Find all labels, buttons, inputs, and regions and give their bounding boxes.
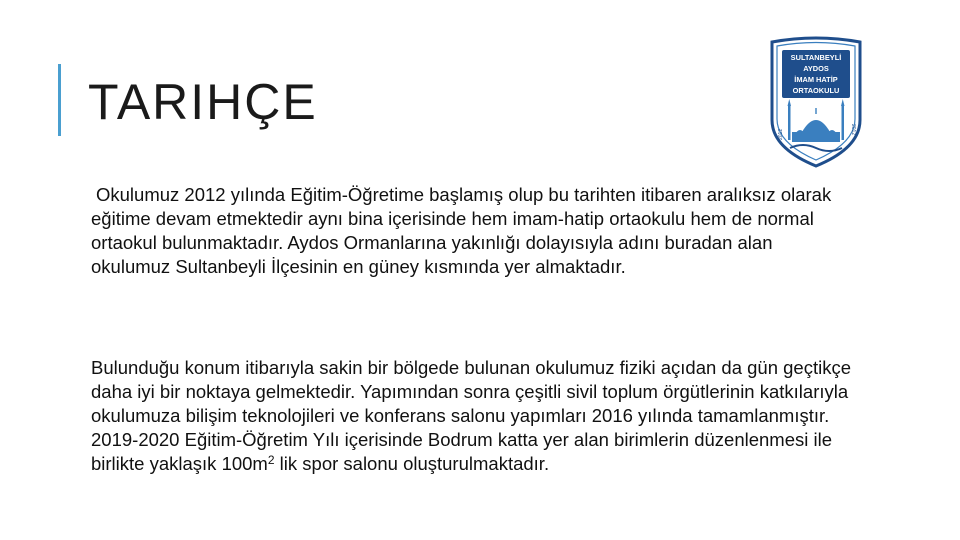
paragraph-1-text: Okulumuz 2012 yılında Eğitim-Öğretime başlamış olup bu tarihten itibaren aralıksız olarak eğitime devam etmektedir aynı bina içerisinde hem imam-hatip ortaokulu hem de normal ortaokul bulunmaktadır. Aydos Ormanlarına yakınlığı dolayısıyla adını buradan alan okulumuz Sultanbeyli İlçesinin en güney kısmında yer almaktadır. <box>91 184 832 277</box>
paragraph-2-lead: Bulunduğu konum itibarıyla sakin bir bölgede bulunan okulumuz fiziki açıdan da gün geçtikçe daha iyi bir noktaya gelmektedir. Yapımından sonra çeşitli sivil toplum örgütlerinin katkılarıyla okulumuza bilişim teknolojileri ve konferans salonu yapımları 2016 yılında tamamlanmıştır. 2019-2020 Eğitim-Öğretim Yılı içerisinde Bodrum katta yer alan birimlerin düzenlenmesi ile birlikte yaklaşık 100m <box>91 357 851 474</box>
paragraph-2-superscript: 2 <box>267 453 275 467</box>
logo-text-line-4: ORTAOKULU <box>792 86 840 95</box>
logo-text-line-1: SULTANBEYLİ <box>790 53 842 62</box>
logo-text-line-3: İMAM HATİP <box>794 75 838 84</box>
title-accent-bar <box>58 64 61 136</box>
logo-year-left: 2012 <box>778 128 784 140</box>
logo-text-line-2: AYDOS <box>803 64 829 73</box>
logo-year-right: 2012 <box>850 124 856 136</box>
school-logo <box>768 36 864 168</box>
paragraph-2-tail: lik spor salonu oluşturulmaktadır. <box>274 453 550 474</box>
paragraph-2 <box>91 356 851 476</box>
slide-title: TARIHÇE <box>88 74 318 130</box>
paragraph-1 <box>91 183 851 279</box>
